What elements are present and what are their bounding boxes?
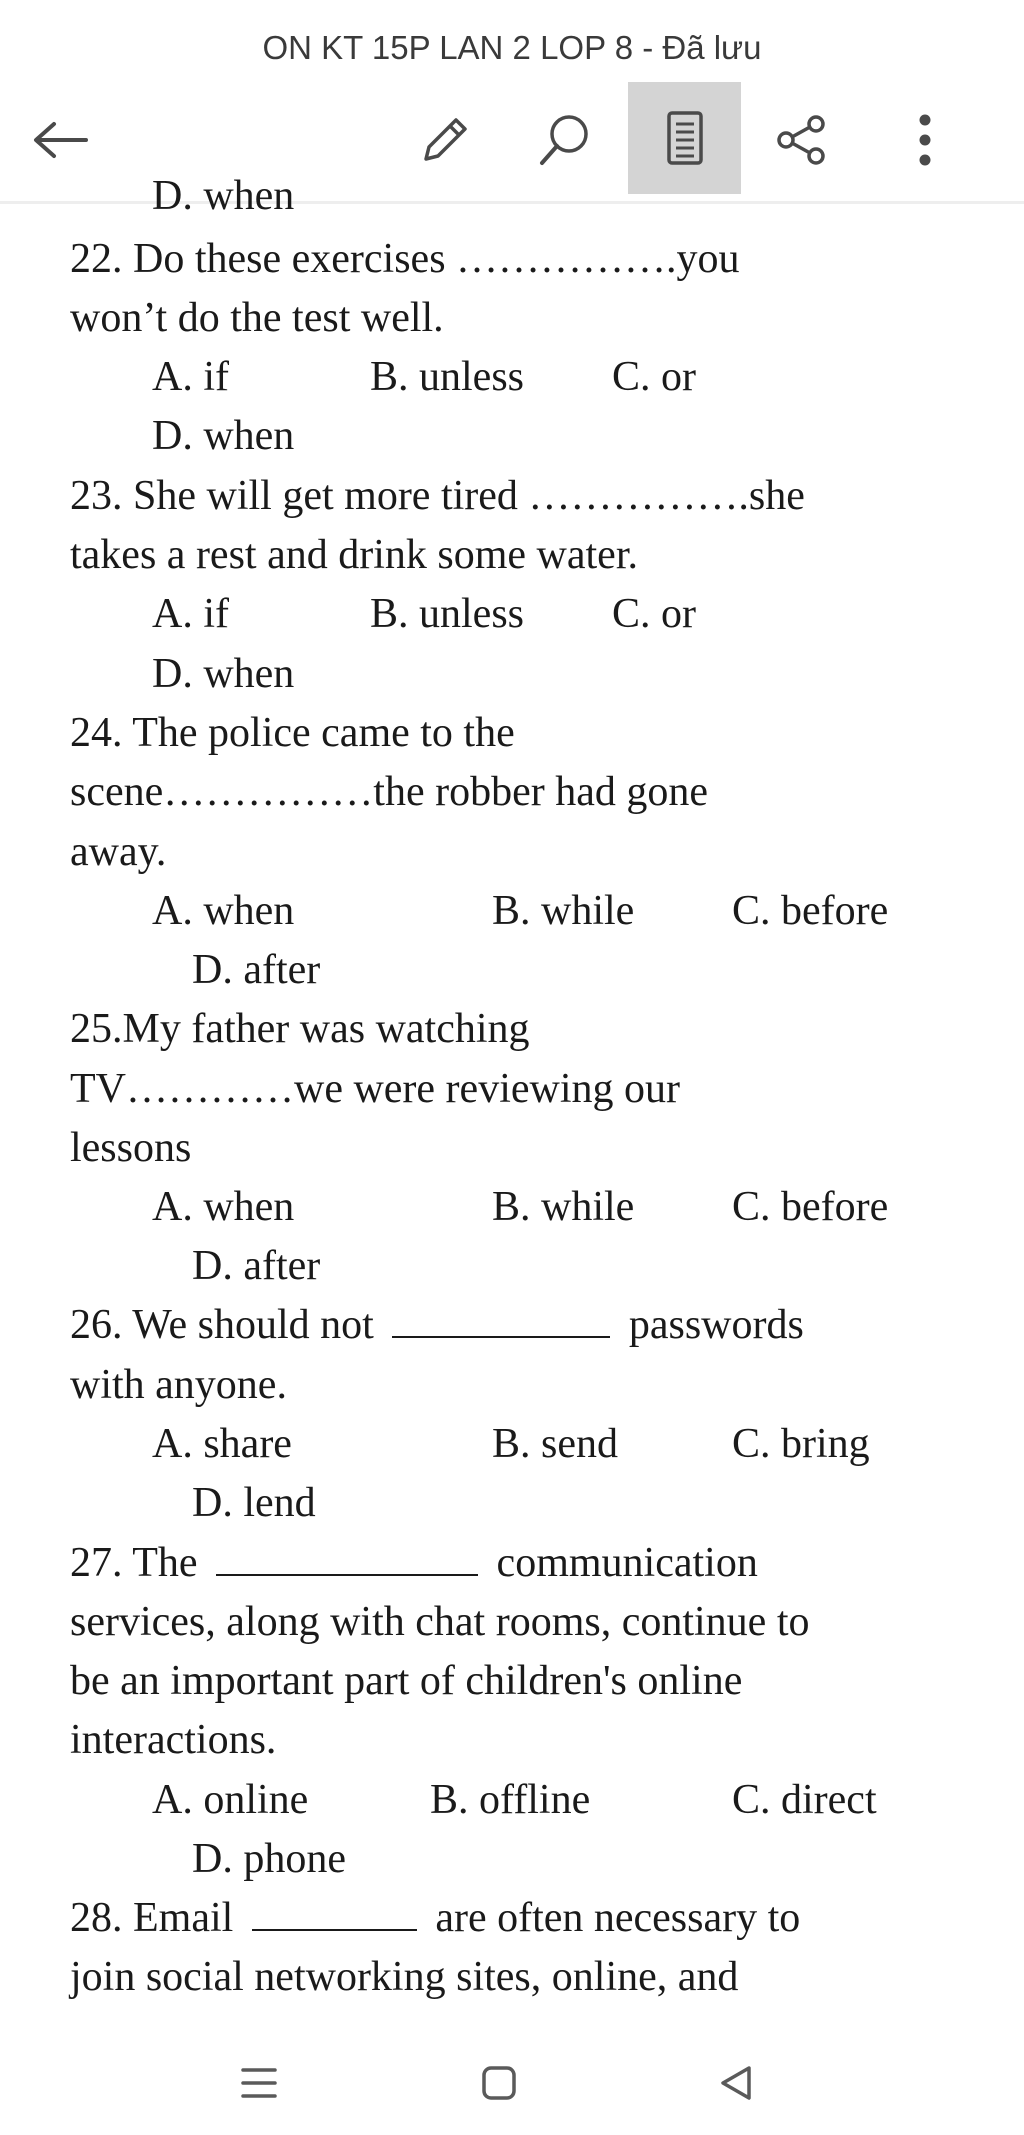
option-text: D. when	[152, 173, 295, 219]
question-22-option-b: B. unless	[370, 354, 525, 400]
reading-mode-button[interactable]	[628, 82, 741, 194]
question-24-option-b: B. while	[492, 888, 635, 934]
question-27-option-c: C. direct	[732, 1777, 877, 1823]
answer-blank	[252, 1895, 417, 1931]
question-24-stem: scene……………the robber had gone	[70, 769, 708, 815]
question-27-option-d: D. phone	[192, 1836, 346, 1882]
question-27-option-b: B. offline	[430, 1777, 591, 1823]
question-24-option-d: D. after	[192, 947, 321, 993]
system-nav-bar	[0, 2030, 1024, 2135]
status-bar	[0, 0, 1024, 14]
question-23-option-a: A. if	[152, 591, 229, 637]
question-28-stem-start: 28. Email	[70, 1895, 234, 1941]
question-26-option-c: C. bring	[732, 1421, 870, 1467]
question-26-option-b: B. send	[492, 1421, 618, 1467]
question-25-stem: lessons	[70, 1125, 192, 1171]
home-button[interactable]	[459, 2048, 539, 2118]
question-22-stem: won’t do the test well.	[70, 295, 444, 341]
question-27-stem-end: communication	[496, 1540, 758, 1586]
question-28-stem: join social networking sites, online, and	[70, 1954, 739, 2000]
question-26-stem-start: 26. We should not	[70, 1302, 374, 1348]
question-26-option-d: D. lend	[192, 1480, 316, 1526]
recent-apps-button[interactable]	[219, 2048, 299, 2118]
answer-blank	[216, 1540, 478, 1576]
question-28-stem	[70, 1893, 800, 1943]
share-icon	[774, 112, 830, 168]
question-22-option-d: D. when	[152, 413, 295, 459]
question-25-stem: TV…………we were reviewing our	[70, 1066, 680, 1112]
question-25-option-a: A. when	[152, 1184, 295, 1230]
question-26-stem-end: passwords	[628, 1302, 804, 1348]
question-23-stem: takes a rest and drink some water.	[70, 532, 638, 578]
more-vert-icon	[915, 112, 935, 168]
question-22-option-c: C. or	[612, 354, 696, 400]
question-22-option-a: A. if	[152, 354, 229, 400]
recent-apps-icon	[239, 2065, 279, 2101]
question-27-stem	[70, 1538, 758, 1588]
back-nav-button[interactable]	[696, 2048, 776, 2118]
question-27-stem-start: 27. The	[70, 1540, 198, 1586]
question-25-stem: 25.My father was watching	[70, 1006, 530, 1052]
question-25-option-b: B. while	[492, 1184, 635, 1230]
document-title: ON KT 15P LAN 2 LOP 8 - Đã lưu	[262, 29, 762, 66]
search-icon	[536, 111, 594, 169]
question-23-stem: 23. She will get more tired …………….she	[70, 473, 805, 519]
more-options-button[interactable]	[885, 100, 965, 180]
question-24-option-a: A. when	[152, 888, 295, 934]
question-23-option-d: D. when	[152, 651, 295, 697]
answer-blank	[392, 1302, 610, 1338]
question-28-stem-end: are often necessary to	[435, 1895, 801, 1941]
question-24-option-c: C. before	[732, 888, 889, 934]
share-button[interactable]	[762, 100, 842, 180]
question-22-stem: 22. Do these exercises …………….you	[70, 236, 740, 282]
question-25-option-c: C. before	[732, 1184, 889, 1230]
question-27-option-a: A. online	[152, 1777, 309, 1823]
question-24-stem: away.	[70, 829, 167, 875]
question-23-option-b: B. unless	[370, 591, 525, 637]
pencil-icon	[418, 113, 472, 167]
question-26-stem	[70, 1300, 804, 1350]
search-button[interactable]	[525, 100, 605, 180]
home-icon	[479, 2063, 519, 2103]
question-26-stem: with anyone.	[70, 1362, 287, 1408]
back-icon	[716, 2063, 756, 2103]
question-25-option-d: D. after	[192, 1243, 321, 1289]
back-button[interactable]	[20, 100, 100, 180]
question-26-option-a: A. share	[152, 1421, 292, 1467]
reading-mode-icon	[665, 110, 705, 166]
question-24-stem: 24. The police came to the	[70, 710, 515, 756]
back-arrow-icon	[32, 120, 88, 160]
question-27-stem: services, along with chat rooms, continue to	[70, 1599, 810, 1645]
document-viewer[interactable]	[0, 173, 1024, 2019]
question-27-stem: be an important part of children's online	[70, 1658, 743, 1704]
edit-button[interactable]	[405, 100, 485, 180]
question-27-stem: interactions.	[70, 1717, 277, 1763]
question-23-option-c: C. or	[612, 591, 696, 637]
